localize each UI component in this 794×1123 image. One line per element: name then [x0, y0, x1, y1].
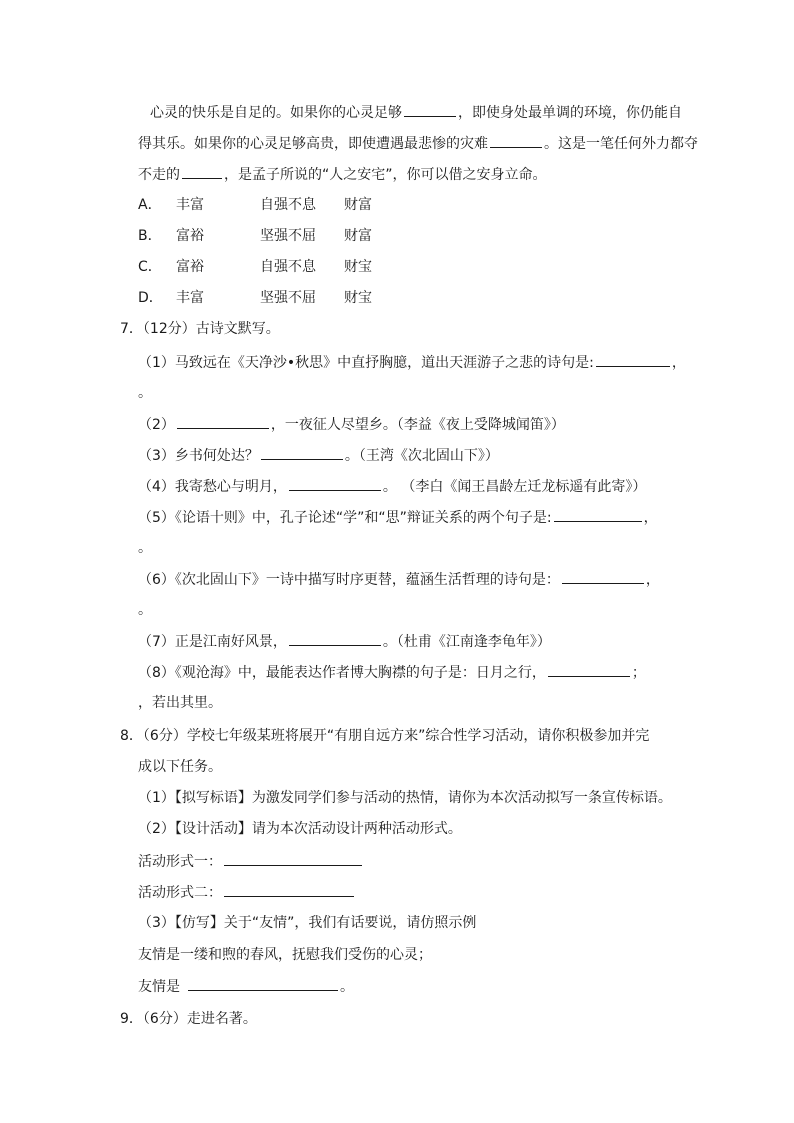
- passage-text: 心灵的快乐是自足的。如果你的心灵足够: [150, 105, 402, 121]
- q8-item-3: （3）【仿写】关于“友情”，我们有话要说，请仿照示例: [138, 915, 477, 931]
- q8-title-line-2: 成以下任务。: [138, 759, 222, 775]
- option-word: 财富: [344, 228, 372, 244]
- option-c[interactable]: [138, 257, 372, 277]
- item-text: （8）《观沧海》中，最能表达作者博大胸襟的句子是：日月之行，: [138, 665, 546, 681]
- item-text: 。（杜甫《江南逢李龟年》）: [382, 634, 551, 650]
- answer-blank[interactable]: [554, 507, 642, 522]
- answer-blank[interactable]: [224, 851, 362, 866]
- item-text: ；: [631, 665, 646, 681]
- q7-title: 7．（12分）古诗文默写。: [120, 321, 280, 337]
- q8-form-2: [138, 882, 356, 903]
- form-label: 活动形式一：: [138, 854, 222, 870]
- passage-text: ，即使身处最单调的环境，你仍能自: [458, 105, 682, 121]
- q7-item-5: [138, 507, 658, 528]
- answer-blank[interactable]: [289, 476, 381, 491]
- item-text: （6）《次北固山下》一诗中描写时序更替，蕴涵生活哲理的诗句是：: [138, 572, 560, 588]
- q7-item-6-cont: 。: [138, 602, 152, 618]
- q7-item-5-cont: 。: [138, 540, 152, 556]
- q8-form-1: [138, 851, 364, 872]
- item-text: 。: [340, 979, 354, 995]
- q8-title-line-1: 8．（6分）学校七年级某班将展开“有朋自远方来”综合性学习活动，请你积极参加并完: [120, 728, 650, 744]
- item-text: （1）马致远在《天净沙•秋思》中直抒胸臆，道出天涯游子之悲的诗句是:: [138, 355, 594, 371]
- item-text: 。（王湾《次北固山下》）: [344, 448, 499, 464]
- q8-example: 友情是一缕和煦的春风，抚慰我们受伤的心灵；: [138, 947, 432, 963]
- option-word: 财宝: [344, 259, 372, 275]
- option-word: 丰富: [176, 197, 204, 213]
- item-text: ，: [643, 510, 658, 526]
- item-text: （2）: [138, 417, 175, 433]
- answer-blank[interactable]: [596, 352, 670, 367]
- answer-blank[interactable]: [177, 414, 269, 429]
- passage-line-3: [138, 164, 547, 185]
- option-word: 富裕: [176, 228, 204, 244]
- item-text: ，一夜征人尽望乡。（李益《夜上受降城闻笛》）: [270, 417, 565, 433]
- answer-blank[interactable]: [562, 569, 644, 584]
- answer-blank[interactable]: [224, 882, 354, 897]
- answer-blank[interactable]: [261, 445, 343, 460]
- option-word: 丰富: [176, 290, 204, 306]
- q8-imitation: [138, 976, 354, 997]
- q7-item-4: [138, 476, 646, 497]
- item-text: （7）正是江南好风景，: [138, 634, 287, 650]
- passage-text: 不走的: [138, 167, 180, 183]
- answer-blank[interactable]: [289, 631, 381, 646]
- option-letter: B．: [138, 228, 162, 244]
- answer-blank[interactable]: [188, 976, 338, 991]
- item-text: 友情是: [138, 979, 180, 995]
- option-letter: C．: [138, 259, 162, 275]
- passage-line-1: [150, 102, 682, 123]
- option-word: 财富: [344, 197, 372, 213]
- q8-item-2: （2）【设计活动】请为本次活动设计两种活动形式。: [138, 821, 462, 837]
- q7-item-6: [138, 569, 660, 590]
- item-text: ，: [671, 355, 686, 371]
- q7-item-7: [138, 631, 551, 652]
- item-text: ，: [645, 572, 660, 588]
- answer-blank[interactable]: [404, 102, 456, 117]
- passage-text: 。这是一笔任何外力都夺: [544, 136, 698, 152]
- item-text: （3）乡书何处达？: [138, 448, 259, 464]
- option-letter: A．: [138, 197, 162, 213]
- passage-line-2: [138, 133, 698, 154]
- item-text: （5）《论语十则》中，孔子论述“学”和“思”辩证关系的两个句子是:: [138, 510, 552, 526]
- q8-item-1: （1）【拟写标语】为激发同学们参与活动的热情，请你为本次活动拟写一条宣传标语。: [138, 790, 672, 806]
- answer-blank[interactable]: [182, 164, 222, 179]
- q7-item-1: [138, 352, 686, 373]
- option-word: 坚强不屈: [260, 228, 316, 244]
- option-word: 坚强不屈: [260, 290, 316, 306]
- q7-item-8-cont: ，若出其里。: [138, 695, 222, 711]
- option-word: 自强不息: [260, 259, 316, 275]
- passage-text: ，是孟子所说的“人之安宅”，你可以借之安身立命。: [224, 167, 547, 183]
- item-text: （4）我寄愁心与明月，: [138, 479, 287, 495]
- option-word: 财宝: [344, 290, 372, 306]
- option-word: 自强不息: [260, 197, 316, 213]
- answer-blank[interactable]: [490, 133, 542, 148]
- item-text: 。 （李白《闻王昌龄左迁龙标遥有此寄》）: [382, 479, 647, 495]
- q7-item-8: [138, 662, 646, 683]
- option-b[interactable]: [138, 226, 372, 246]
- form-label: 活动形式二：: [138, 885, 222, 901]
- q7-item-1-cont: 。: [138, 385, 152, 401]
- option-d[interactable]: [138, 288, 372, 308]
- option-letter: D．: [138, 290, 163, 306]
- passage-text: 得其乐。如果你的心灵足够高贵，即使遭遇最悲惨的灾难: [138, 136, 488, 152]
- q7-item-3: [138, 445, 499, 466]
- answer-blank[interactable]: [548, 662, 630, 677]
- q7-item-2: [138, 414, 565, 435]
- q9-title: 9．（6分）走进名著。: [120, 1011, 257, 1027]
- option-a[interactable]: [138, 195, 372, 215]
- option-word: 富裕: [176, 259, 204, 275]
